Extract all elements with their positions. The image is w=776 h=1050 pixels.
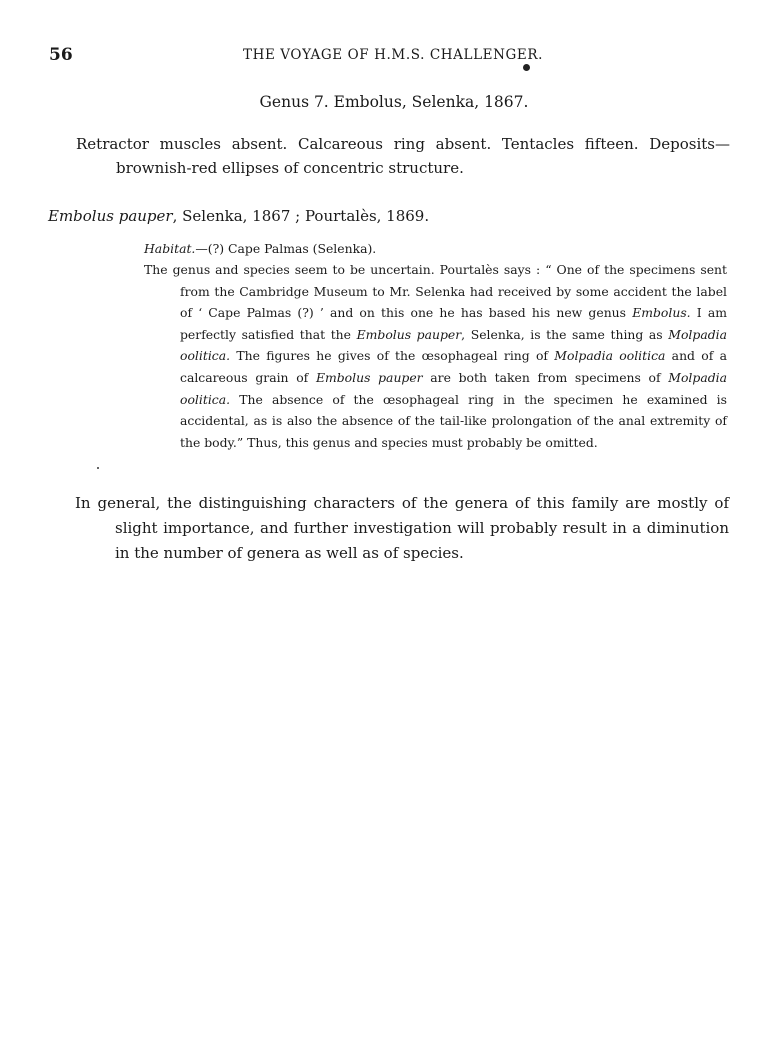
remarks-text: The figures he gives of the œsophageal ring of xyxy=(230,348,555,364)
conclusion-paragraph: In general, the distinguishing characters of the genera of this family are mostly of slight importance, and further investigation will probably result in a diminution in the number of genera as well as of species. xyxy=(75,494,729,562)
species-heading xyxy=(48,207,429,225)
taxon-name: Embolus. xyxy=(632,305,691,321)
ink-dot xyxy=(523,64,530,71)
habitat-label: Habitat. xyxy=(144,241,196,256)
page-number: 56 xyxy=(49,45,73,65)
remarks-text: , Selenka, is the same thing as xyxy=(461,326,669,342)
remarks-text: The absence of the œsophageal ring in the specimen he examined is accidental, as is also the absence of the tail-like prolongation of the anal extremity of the body.” Thus, this genus and species must probably be omitted. xyxy=(180,391,727,450)
remarks-text: are both taken from specimens of xyxy=(422,369,669,385)
remarks-text: I am perfectly satisfied that the xyxy=(180,305,727,342)
species-remarks xyxy=(144,259,727,453)
remarks-text: and of a calcareous grain of xyxy=(180,348,727,385)
genus-heading: Genus 7. Embolus, Selenka, 1867. xyxy=(259,93,529,111)
taxon-name: Embolus pauper xyxy=(315,369,423,385)
taxon-name: Embolus pauper xyxy=(356,326,462,342)
genus-diagnosis: Retractor muscles absent. Calcareous ring absent. Tentacles fifteen. Deposits—brownish-red ellipses of concentric structure. xyxy=(76,135,730,177)
taxon-name: Molpadia oolitica xyxy=(554,348,666,364)
habitat-line xyxy=(144,238,376,260)
taxon-name: Molpadia oolitica. xyxy=(180,326,727,364)
running-head: THE VOYAGE OF H.M.S. CHALLENGER. xyxy=(242,47,544,63)
species-name: Embolus pauper xyxy=(48,207,173,225)
remarks-text: The genus and species seem to be uncertain. Pourtalès says : “ One of the specimens sent from the Cambridge Museum to Mr. Selenka had received by some accident the label of ‘ Cape Palmas (?) ’ and on this one he has based his new genus xyxy=(144,262,727,321)
habitat-text: —(?) Cape Palmas (Selenka). xyxy=(195,241,377,256)
species-authority: , Selenka, 1867 ; Pourtalès, 1869. xyxy=(172,207,430,225)
taxon-name: Molpadia oolitica. xyxy=(180,369,727,407)
print-speck xyxy=(97,467,99,469)
